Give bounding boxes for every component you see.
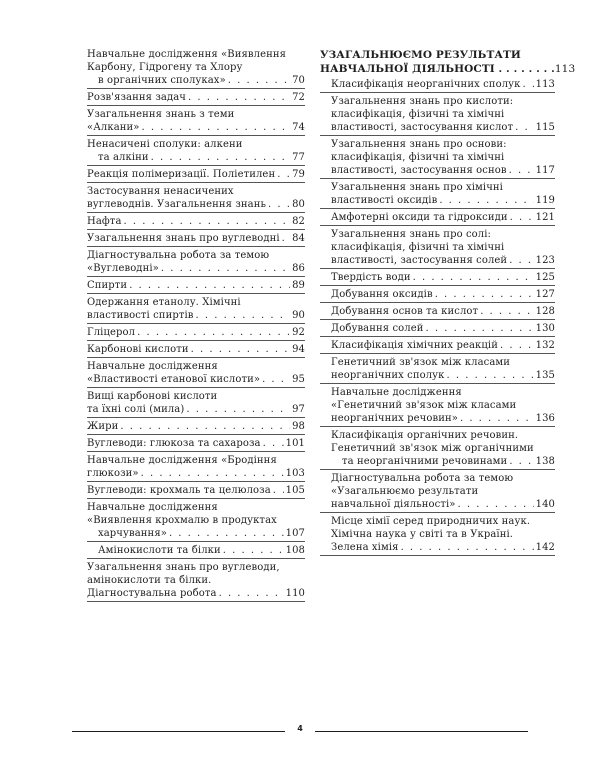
- toc-entry-title: вуглеводнів. Узагальнення знань: [87, 199, 267, 210]
- leader-dots: [129, 279, 290, 292]
- toc-entry-line: [87, 309, 305, 322]
- toc-entry-title: Карбону, Гідрогену та Хлору: [87, 62, 243, 73]
- toc-entry-line: [87, 467, 305, 480]
- toc-entry[interactable]: [320, 339, 555, 354]
- toc-entry-title: Генетичний зв'язок між органічними: [331, 443, 534, 454]
- toc-entry-line: [331, 194, 555, 207]
- toc-entry-line: [87, 198, 305, 211]
- toc-entry[interactable]: [320, 95, 555, 136]
- toc-page-number: 125: [535, 272, 555, 283]
- toc-page-number: 132: [535, 340, 555, 351]
- toc-left-column: [87, 48, 305, 604]
- leader-dots: [435, 288, 534, 301]
- toc-page-number: 94: [292, 344, 305, 355]
- leader-dots: [515, 121, 533, 134]
- toc-entry-title: Класифікація хімічних реакцій: [331, 340, 498, 351]
- toc-page-number: 123: [535, 255, 555, 266]
- toc-right-column: [320, 48, 576, 558]
- toc-entry[interactable]: [87, 91, 305, 106]
- toc-entry-title: властивості оксидів: [331, 195, 438, 206]
- toc-entry-line: [87, 48, 305, 61]
- toc-entry-title: Зелена хімія: [331, 542, 399, 553]
- toc-page-number: 72: [292, 92, 305, 103]
- toc-entry-line: [331, 78, 555, 91]
- leader-dots: [273, 484, 284, 497]
- toc-entry-line: [331, 472, 555, 485]
- toc-entry-line: [87, 527, 305, 540]
- toc-page-number: 138: [535, 456, 555, 467]
- leader-dots: [268, 198, 290, 211]
- toc-entry-line: [331, 151, 555, 164]
- toc-entry-line: [87, 108, 305, 121]
- toc-entry-title: неорганічних речовин»: [331, 413, 458, 424]
- toc-entry[interactable]: [87, 279, 305, 294]
- toc-entry-title: Навчальне дослідження «Бродіння: [87, 455, 277, 466]
- toc-entry-title: та алкіни: [98, 152, 149, 163]
- toc-entry-title: Жири: [87, 421, 119, 432]
- toc-entry-title: властивості спиртів: [87, 310, 194, 321]
- leader-dots: [509, 455, 533, 468]
- toc-entry[interactable]: [87, 420, 305, 435]
- toc-entry-title: Вуглеводи: глюкоза та сахароза: [87, 438, 261, 449]
- toc-page-number: 110: [285, 588, 305, 599]
- leader-dots: [186, 403, 290, 416]
- toc-entry-title: Вищі карбонові кислоти: [87, 391, 218, 402]
- leader-dots: [263, 437, 284, 450]
- toc-entry-title: класифікація, фізичні та хімічні: [331, 242, 505, 253]
- leader-dots: [191, 343, 290, 356]
- toc-entry-line: [331, 254, 555, 267]
- toc-entry-title: Одержання етанолу. Хімічні: [87, 297, 241, 308]
- leader-dots: [142, 121, 291, 134]
- toc-entry-title: амінокислоти та білки.: [87, 575, 212, 586]
- toc-page-number: 107: [285, 528, 305, 539]
- toc-entry[interactable]: [320, 305, 555, 320]
- page-footer: [72, 724, 528, 737]
- toc-entry-title: властивості, застосування кислот: [331, 122, 514, 133]
- toc-entry-line: [87, 561, 305, 574]
- toc-entry-line: [331, 528, 555, 541]
- toc-entry-title: Нафта: [87, 216, 122, 227]
- toc-entry[interactable]: [320, 138, 555, 179]
- toc-entry-line: [87, 138, 305, 151]
- toc-entry-title: Гліцерол: [87, 327, 136, 338]
- toc-page-number: 101: [285, 438, 305, 449]
- toc-entry[interactable]: [320, 78, 555, 93]
- toc-entry-line: [331, 241, 555, 254]
- toc-entry-line: [331, 138, 555, 151]
- toc-entry-line: [331, 498, 555, 511]
- toc-page-number: 86: [292, 263, 305, 274]
- toc-entry-line: [331, 399, 555, 412]
- toc-entry[interactable]: [320, 472, 555, 513]
- toc-page-number: 117: [535, 165, 555, 176]
- toc-entry-line: [87, 262, 305, 275]
- toc-entry[interactable]: [87, 390, 305, 418]
- toc-entry[interactable]: [320, 228, 555, 269]
- toc-entry-line: [87, 514, 305, 527]
- toc-entry[interactable]: [320, 271, 555, 286]
- toc-page-number: 97: [292, 404, 305, 415]
- toc-page-number: 77: [292, 152, 305, 163]
- toc-entry-line: [87, 437, 305, 450]
- page-number: 4: [297, 724, 303, 733]
- toc-entry[interactable]: [87, 249, 305, 277]
- toc-entry-title: глюкози»: [87, 468, 139, 479]
- toc-page-number: 135: [535, 370, 555, 381]
- toc-entry-line: [331, 541, 555, 554]
- toc-entry-title: Навчальне дослідження: [87, 502, 218, 513]
- toc-entry[interactable]: [87, 48, 305, 89]
- toc-page-number: 82: [292, 216, 305, 227]
- leader-dots: . . . . . . . .: [498, 63, 555, 75]
- toc-entry-line: [331, 339, 555, 352]
- toc-entry-title: Узагальнення знань з теми: [87, 109, 235, 120]
- leader-dots: [223, 544, 284, 557]
- toc-page-number: 115: [535, 122, 555, 133]
- toc-entry-line: [331, 322, 555, 335]
- leader-dots: [169, 527, 284, 540]
- toc-entry[interactable]: [87, 138, 305, 166]
- toc-entry[interactable]: [320, 322, 555, 337]
- toc-entry-title: Узагальнення знань про хімічні: [331, 182, 503, 193]
- toc-entry-title: Класифікація неорганічних сполук: [331, 79, 521, 90]
- toc-page-number: 90: [292, 310, 305, 321]
- leader-dots: [500, 339, 534, 352]
- toc-entry-line: [331, 412, 555, 425]
- toc-entry-line: [87, 574, 305, 587]
- toc-page-number: 79: [292, 169, 305, 180]
- toc-entry-title: «Узагальнюємо результати: [331, 486, 479, 497]
- toc-entry[interactable]: [87, 215, 305, 230]
- toc-entry-title: класифікація, фізичні та хімічні: [331, 109, 505, 120]
- toc-page-number: 84: [292, 233, 305, 244]
- toc-entry[interactable]: [87, 185, 305, 213]
- toc-entry[interactable]: [87, 108, 305, 136]
- toc-entry-title: Діагностувальна робота за темою: [87, 250, 270, 261]
- toc-entry-line: [87, 326, 305, 339]
- toc-entry[interactable]: [87, 561, 305, 602]
- toc-page-number: 142: [535, 542, 555, 553]
- toc-entry-title: Навчальне дослідження: [87, 361, 218, 372]
- toc-entry[interactable]: [320, 211, 555, 226]
- leader-dots: [460, 412, 534, 425]
- toc-entry-line: [331, 485, 555, 498]
- toc-entry-title: Добування солей: [331, 323, 424, 334]
- toc-entry[interactable]: [87, 168, 305, 183]
- toc-page-number: 108: [285, 545, 305, 556]
- toc-entry-title: Твердість води: [331, 272, 411, 283]
- toc-entry-title: властивості, застосування солей: [331, 255, 508, 266]
- toc-entry-title: Розв'язання задач: [87, 92, 186, 103]
- toc-entry-line: [87, 501, 305, 514]
- toc-entry-title: Добування основ та кислот: [331, 306, 479, 317]
- leader-dots: [426, 322, 534, 335]
- toc-entry-line: [87, 168, 305, 181]
- toc-entry-line: [87, 343, 305, 356]
- toc-entry-line: [87, 185, 305, 198]
- toc-entry-title: Навчальне дослідження «Виявлення: [87, 49, 287, 60]
- toc-entry-title: Узагальнення знань про вуглеводи,: [87, 562, 280, 573]
- toc-entry-line: [331, 455, 555, 468]
- toc-entry[interactable]: [87, 454, 305, 482]
- toc-entry[interactable]: [87, 296, 305, 324]
- toc-entry-title: Діагностувальна робота: [87, 588, 217, 599]
- toc-entry-line: [87, 121, 305, 134]
- toc-entry-line: [87, 360, 305, 373]
- toc-entry-title: Карбонові кислоти: [87, 344, 189, 355]
- toc-entry-title: «Виявлення крохмалю в продуктах: [87, 515, 277, 526]
- toc-entry-line: [87, 296, 305, 309]
- leader-dots: [228, 74, 290, 87]
- toc-entry-line: [87, 215, 305, 228]
- toc-entry[interactable]: [320, 386, 555, 427]
- toc-page-number: 103: [285, 468, 305, 479]
- section-heading[interactable]: [320, 48, 576, 76]
- toc-entry-title: «Вуглеводні»: [87, 263, 159, 274]
- toc-page-number: 113: [535, 79, 555, 90]
- toc-entry[interactable]: [87, 501, 305, 542]
- toc-entry-line: [87, 484, 305, 497]
- leader-dots: [509, 254, 533, 267]
- toc-page-number: 80: [292, 199, 305, 210]
- toc-entry-title: Ненасичені сполуки: алкени: [87, 139, 243, 150]
- toc-entry[interactable]: [320, 515, 555, 556]
- toc-entry-line: [87, 151, 305, 164]
- leader-dots: [219, 587, 284, 600]
- toc-entry[interactable]: [320, 429, 555, 470]
- toc-entry-line: [87, 587, 305, 600]
- toc-entry-line: [331, 288, 555, 301]
- toc-entry-title: Спирти: [87, 280, 128, 291]
- toc-entry-title: Узагальнення знань про кислоти:: [331, 96, 514, 107]
- toc-entry-line: [87, 373, 305, 386]
- toc-entry-line: [87, 420, 305, 433]
- toc-entry[interactable]: [87, 232, 305, 247]
- toc-entry-line: [331, 442, 555, 455]
- leader-dots: [439, 194, 533, 207]
- leader-dots: [161, 262, 290, 275]
- toc-entry-title: та неорганічними речовинами: [342, 456, 508, 467]
- toc-entry-title: Навчальне дослідження: [331, 387, 462, 398]
- leader-dots: [401, 541, 534, 554]
- toc-entry-title: Вуглеводи: крохмаль та целюлоза: [87, 485, 271, 496]
- toc-entry-line: [331, 121, 555, 134]
- toc-entry[interactable]: [87, 544, 305, 559]
- toc-entry-title: властивості, застосування основ: [331, 165, 507, 176]
- toc-entry-title: Місце хімії серед природничих наук.: [331, 516, 531, 527]
- section-heading-line: УЗАГАЛЬНЮЄМО РЕЗУЛЬТАТИ: [320, 49, 521, 61]
- toc-entry-line: [87, 390, 305, 403]
- leader-dots: [262, 373, 290, 386]
- toc-entry-line: [331, 356, 555, 369]
- section-heading-text: НАВЧАЛЬНОЇ ДІЯЛЬНОСТІ: [320, 63, 495, 75]
- toc-entry-line: [331, 305, 555, 318]
- section-heading-line: [320, 62, 576, 76]
- toc-page-number: 70: [292, 75, 305, 86]
- footer-rule-left: [72, 731, 285, 732]
- toc-entry[interactable]: [87, 484, 305, 499]
- toc-entry-title: Амфотерні оксиди та гідроксиди: [331, 212, 508, 223]
- toc-page-number: 89: [292, 280, 305, 291]
- leader-dots: [458, 498, 534, 511]
- toc-page-number: 128: [535, 306, 555, 317]
- leader-dots: [124, 215, 291, 228]
- toc-entry-title: Узагальнення знань про солі:: [331, 229, 492, 240]
- toc-entry-line: [87, 91, 305, 104]
- toc-page-number: 119: [535, 195, 555, 206]
- toc-entry-title: Реакція полімеризації. Поліетилен: [87, 169, 276, 180]
- toc-entry-title: Добування оксидів: [331, 289, 433, 300]
- leader-dots: [413, 271, 534, 284]
- toc-entry-title: Узагальнення знань про основи:: [331, 139, 507, 150]
- toc-entry-line: [331, 515, 555, 528]
- toc-entry-title: в органічних сполуках»: [98, 75, 226, 86]
- toc-entry-title: класифікація, фізичні та хімічні: [331, 152, 505, 163]
- toc-entry-line: [331, 211, 555, 224]
- footer-rule-right: [315, 731, 528, 732]
- toc-entry-line: [331, 369, 555, 382]
- leader-dots: [151, 151, 290, 164]
- toc-entry[interactable]: [87, 343, 305, 358]
- toc-entry-title: «Властивості етанової кислоти»: [87, 374, 261, 385]
- leader-dots: [141, 467, 284, 480]
- toc-right-entries: [320, 78, 555, 556]
- toc-entry-title: неорганічних сполук: [331, 370, 445, 381]
- toc-page-number: 127: [535, 289, 555, 300]
- leader-dots: [120, 420, 290, 433]
- toc-entry-line: [87, 544, 305, 557]
- toc-entry-line: [331, 386, 555, 399]
- toc-page-number: 92: [292, 327, 305, 338]
- toc-entry-title: харчування»: [98, 528, 167, 539]
- toc-entry-line: [87, 454, 305, 467]
- toc-entry-line: [87, 232, 305, 245]
- toc-entry[interactable]: [87, 437, 305, 452]
- toc-entry[interactable]: [87, 360, 305, 388]
- toc-entry-line: [331, 95, 555, 108]
- toc-page-number: 98: [292, 421, 305, 432]
- toc-entry-title: Застосування ненасичених: [87, 186, 234, 197]
- toc-entry[interactable]: [320, 181, 555, 209]
- toc-entry-title: «Алкани»: [87, 122, 140, 133]
- leader-dots: [510, 211, 534, 224]
- toc-entry-line: [331, 429, 555, 442]
- toc-entry-title: Діагностувальна робота за темою: [331, 473, 514, 484]
- toc-entry-line: [87, 279, 305, 292]
- toc-entry-line: [87, 74, 305, 87]
- toc-entry-line: [331, 228, 555, 241]
- toc-page-number: 74: [292, 122, 305, 133]
- toc-entry-line: [87, 61, 305, 74]
- toc-entry-title: «Генетичний зв'язок між класами: [331, 400, 517, 411]
- toc-entry-title: та їхні солі (мила): [87, 404, 185, 415]
- leader-dots: [480, 305, 533, 318]
- leader-dots: [196, 309, 291, 322]
- toc-entry-title: навчальної діяльності»: [331, 499, 456, 510]
- toc-entry-title: Генетичний зв'язок між класами: [331, 357, 511, 368]
- toc-entry-line: [87, 403, 305, 416]
- leader-dots: [282, 232, 290, 245]
- toc-entry-title: Класифікація органічних речовин.: [331, 430, 519, 441]
- toc-entry-title: Хімічна наука у світі та в Україні.: [331, 529, 514, 540]
- leader-dots: [137, 326, 290, 339]
- toc-entry-line: [87, 249, 305, 262]
- section-page-number: 113: [554, 63, 576, 75]
- toc-entry[interactable]: [87, 326, 305, 341]
- toc-page-number: 140: [535, 499, 555, 510]
- toc-entry-line: [331, 181, 555, 194]
- toc-page-number: 121: [535, 212, 555, 223]
- toc-entry-title: Амінокислоти та білки: [98, 545, 221, 556]
- leader-dots: [188, 91, 290, 104]
- toc-entry-line: [331, 108, 555, 121]
- toc-entry-title: Узагальнення знань про вуглеводні: [87, 233, 280, 244]
- toc-entry[interactable]: [320, 288, 555, 303]
- toc-entry-line: [331, 164, 555, 177]
- toc-page-number: 95: [292, 374, 305, 385]
- toc-entry[interactable]: [320, 356, 555, 384]
- toc-page-number: 105: [285, 485, 305, 496]
- leader-dots: [447, 369, 534, 382]
- toc-entry-line: [331, 271, 555, 284]
- toc-page-number: 136: [535, 413, 555, 424]
- leader-dots: [509, 164, 534, 177]
- toc-page-number: 130: [535, 323, 555, 334]
- leader-dots: [522, 78, 533, 91]
- leader-dots: [277, 168, 290, 181]
